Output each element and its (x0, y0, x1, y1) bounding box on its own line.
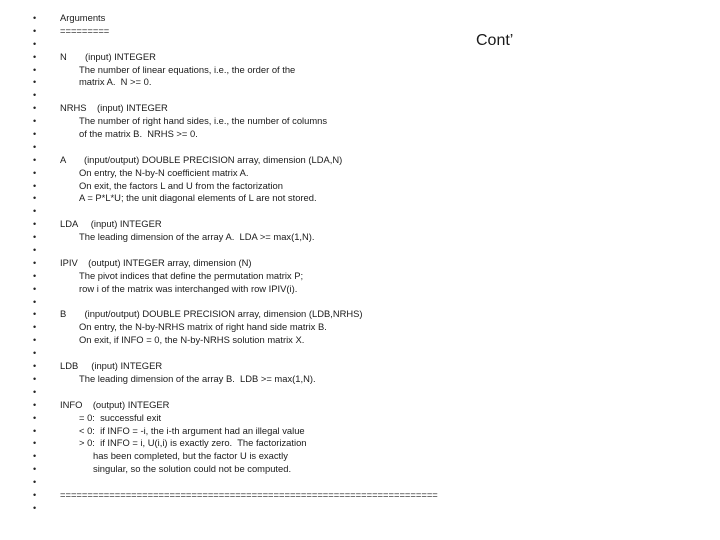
list-item-text: A = P*L*U; the unit diagonal elements of L are not stored. (79, 192, 317, 204)
list-item-text: < 0: if INFO = -i, the i-th argument had an illegal value (79, 424, 305, 436)
bullet-icon: • (33, 38, 37, 49)
list-item-text: N (input) INTEGER (60, 50, 156, 62)
list-item-text: LDB (input) INTEGER (60, 360, 163, 372)
bullet-icon: • (33, 90, 37, 101)
bullet-icon: • (33, 399, 37, 410)
bullet-icon: • (33, 257, 37, 268)
bullet-icon: • (33, 335, 37, 346)
bullet-icon: • (33, 167, 37, 178)
list-item-text: The number of linear equations, i.e., the order of the (79, 63, 296, 75)
bullet-icon: • (33, 206, 37, 217)
bullet-icon: • (33, 25, 37, 36)
list-item-text: singular, so the solution could not be computed. (93, 463, 292, 475)
list-item-text: row i of the matrix was interchanged with row IPIV(i). (79, 282, 298, 294)
list-item-text: IPIV (output) INTEGER array, dimension (N) (60, 256, 252, 268)
list-item-text: NRHS (input) INTEGER (60, 102, 168, 114)
list-item-text: has been completed, but the factor U is exactly (93, 450, 288, 462)
bullet-icon: • (33, 412, 37, 423)
list-item-text: On entry, the N-by-N coefficient matrix A. (79, 166, 249, 178)
bullet-icon: • (33, 77, 37, 88)
list-item-text: On exit, if INFO = 0, the N-by-NRHS solution matrix X. (79, 334, 305, 346)
list-item-text: matrix A. N >= 0. (79, 76, 152, 88)
bullet-icon: • (33, 309, 37, 320)
bullet-icon: • (33, 296, 37, 307)
bullet-icon: • (33, 502, 37, 513)
bullet-icon: • (33, 180, 37, 191)
bullet-icon: • (33, 489, 37, 500)
list-item-text: INFO (output) INTEGER (60, 398, 170, 410)
bullet-icon: • (33, 193, 37, 204)
bullet-icon: • (33, 361, 37, 372)
list-item-text: The pivot indices that define the permutation matrix P; (79, 269, 304, 281)
bullet-icon: • (33, 438, 37, 449)
bullet-icon: • (33, 219, 37, 230)
continued-label: Cont’ (476, 32, 514, 49)
bullet-icon: • (33, 154, 37, 165)
bullet-icon: • (33, 64, 37, 75)
bullet-icon: • (33, 283, 37, 294)
bullet-icon: • (33, 129, 37, 140)
bullet-icon: • (33, 103, 37, 114)
list-item-text: ========= (60, 24, 110, 36)
list-item-text: of the matrix B. NRHS >= 0. (79, 128, 198, 140)
bullet-icon: • (33, 232, 37, 243)
list-item-text: > 0: if INFO = i, U(i,i) is exactly zero. The factorization (79, 437, 307, 449)
bullet-icon: • (33, 51, 37, 62)
list-item-text: The number of right hand sides, i.e., the number of columns (79, 115, 328, 127)
bullet-icon: • (33, 425, 37, 436)
bullet-icon: • (33, 451, 37, 462)
bullet-icon: • (33, 322, 37, 333)
bullet-icon: • (33, 141, 37, 152)
bullet-icon: • (33, 245, 37, 256)
list-item-text: ===================================================================== (60, 488, 438, 500)
bullet-icon: • (33, 13, 37, 23)
bullet-icon: • (33, 386, 37, 397)
bullet-icon: • (33, 116, 37, 127)
list-item-text: On entry, the N-by-NRHS matrix of right hand side matrix B. (79, 321, 327, 333)
bullet-icon: • (33, 477, 37, 488)
bullet-icon: • (33, 464, 37, 475)
list-item-text: The leading dimension of the array A. LDA >= max(1,N). (79, 231, 315, 243)
list-item-text: = 0: successful exit (79, 411, 162, 423)
list-item-text: LDA (input) INTEGER (60, 218, 162, 230)
bullet-icon: • (33, 373, 37, 384)
list-item-text: The leading dimension of the array B. LDB >= max(1,N). (79, 372, 316, 384)
bullet-icon: • (33, 270, 37, 281)
bullet-icon: • (33, 348, 37, 359)
list-item-text: A (input/output) DOUBLE PRECISION array, dimension (LDA,N) (60, 153, 343, 165)
list-item-text: On exit, the factors L and U from the factorization (79, 179, 283, 191)
list-item-text: Arguments (60, 12, 106, 23)
list-item-text: B (input/output) DOUBLE PRECISION array, dimension (LDB,NRHS) (60, 308, 363, 320)
